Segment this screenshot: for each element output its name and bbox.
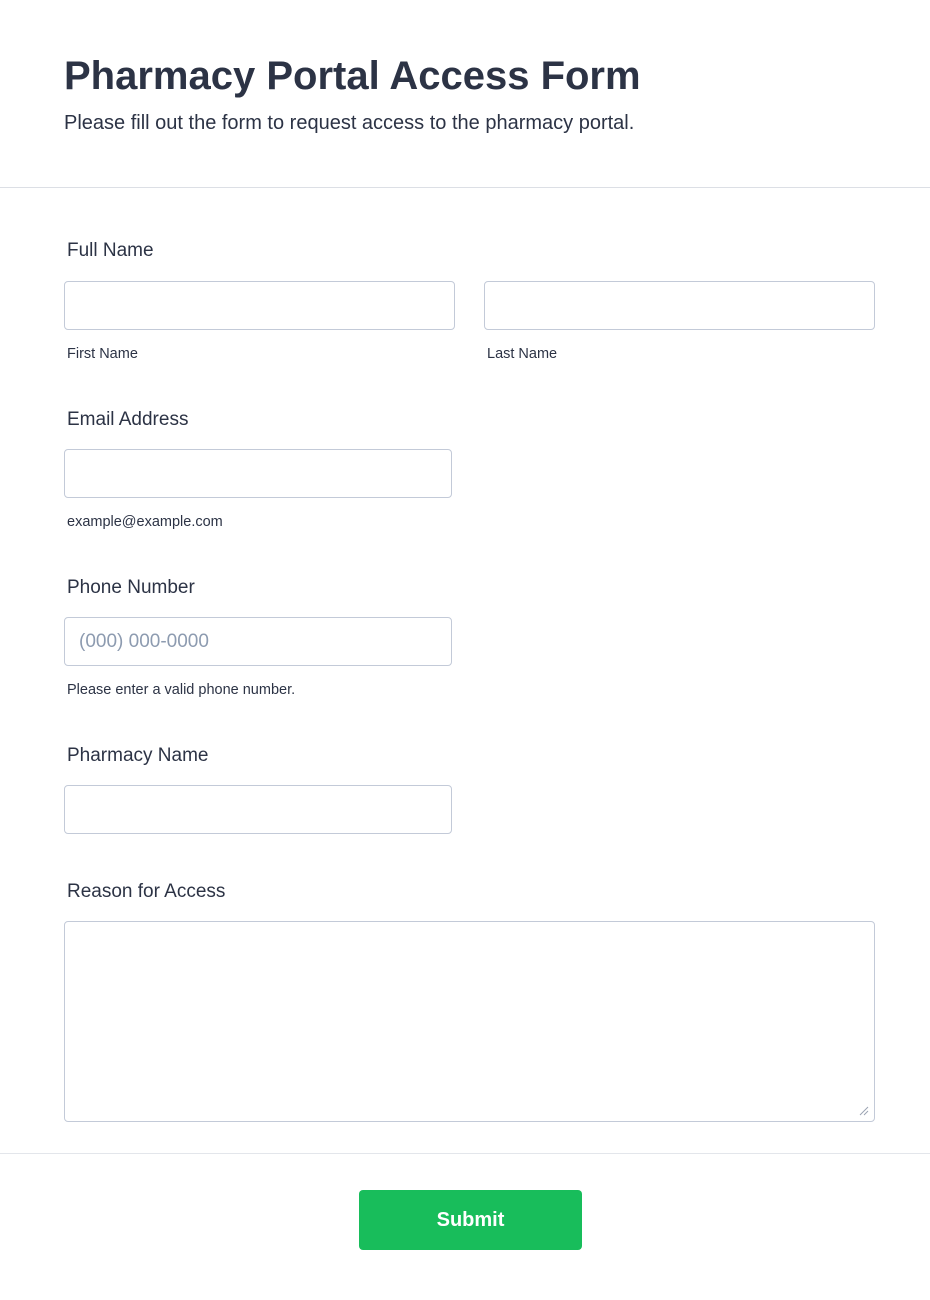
pharmacy-name-input[interactable] <box>64 785 452 834</box>
phone-label: Phone Number <box>67 577 195 598</box>
last-name-sublabel: Last Name <box>487 346 558 362</box>
resize-grip-icon[interactable] <box>859 1106 869 1116</box>
first-name-sublabel: First Name <box>67 346 138 362</box>
email-input[interactable] <box>64 449 452 498</box>
footer-divider <box>0 1153 930 1154</box>
page-title: Pharmacy Portal Access Form <box>64 54 641 98</box>
last-name-input[interactable] <box>484 281 875 330</box>
phone-input[interactable] <box>64 617 452 666</box>
pharmacy-name-label: Pharmacy Name <box>67 745 209 766</box>
email-sublabel: example@example.com <box>67 514 223 530</box>
page-subtitle: Please fill out the form to request access to the pharmacy portal. <box>64 112 635 134</box>
form-header <box>0 0 930 188</box>
full-name-label: Full Name <box>67 240 154 261</box>
reason-textarea[interactable] <box>64 921 875 1122</box>
submit-button[interactable]: Submit <box>359 1190 582 1250</box>
email-label: Email Address <box>67 409 189 430</box>
reason-label: Reason for Access <box>67 881 226 902</box>
phone-sublabel: Please enter a valid phone number. <box>67 682 296 698</box>
first-name-input[interactable] <box>64 281 455 330</box>
